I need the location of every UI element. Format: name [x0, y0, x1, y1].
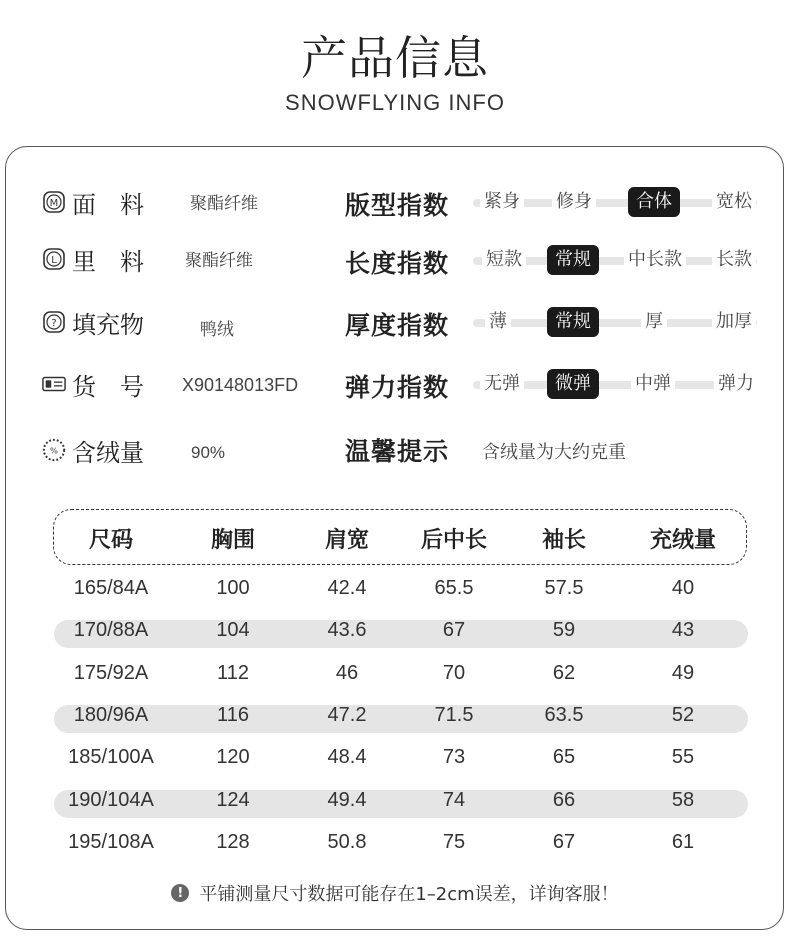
table-cell: 65: [552, 746, 576, 769]
table-cell: 49.4: [327, 788, 367, 811]
table-cell: 58: [671, 788, 695, 811]
table-cell: 43: [671, 619, 695, 642]
measurement-note: [0, 880, 790, 906]
table-cell: 128: [216, 830, 250, 853]
table-cell: 195/108A: [68, 830, 154, 853]
table-cell: 42.4: [327, 577, 367, 599]
page-subtitle: SNOWFLYING INFO: [285, 90, 505, 115]
id-card-icon: [42, 372, 66, 396]
table-cell: 67: [552, 830, 576, 853]
l-circle-icon: [42, 247, 66, 271]
table-cell: 65.5: [434, 577, 474, 599]
column-header: 充绒量: [649, 528, 717, 553]
info-value: 聚酯纤维: [190, 194, 258, 214]
table-cell: 52: [671, 703, 695, 726]
percent-gauge-icon: [42, 438, 66, 462]
index-option: 中弹: [631, 369, 675, 399]
info-label: 填充物: [72, 310, 144, 339]
index-option-selected: 常规: [547, 245, 599, 275]
svg-text:%: %: [50, 445, 58, 456]
table-row-shade: [54, 705, 748, 733]
table-cell: 55: [671, 746, 695, 769]
tip-row: [345, 432, 626, 466]
info-value: 聚酯纤维: [185, 251, 253, 271]
column-header: 胸围: [210, 528, 256, 553]
table-cell: 48.4: [327, 746, 367, 769]
table-cell: 180/96A: [73, 703, 149, 726]
table-cell: 74: [442, 788, 466, 811]
table-cell: 63.5: [544, 703, 584, 726]
info-label: 面 料: [72, 190, 144, 219]
svg-text:M: M: [49, 198, 59, 209]
index-option: 短款: [482, 245, 526, 275]
index-option: 无弹: [480, 369, 524, 399]
info-filling: [42, 305, 234, 340]
info-down-content: [42, 433, 226, 467]
note-text: 平铺测量尺寸数据可能存在1–2cm误差，详询客服！: [199, 884, 619, 905]
info-lining: [42, 242, 253, 276]
table-cell: 100: [216, 577, 250, 599]
table-cell: 124: [216, 788, 250, 811]
column-header: 肩宽: [324, 528, 370, 553]
table-cell: 50.8: [327, 830, 367, 853]
index-option: 修身: [552, 187, 596, 217]
table-cell: 73: [442, 746, 466, 769]
svg-text:?: ?: [51, 318, 57, 329]
table-cell: 46: [335, 661, 359, 684]
table-cell: 120: [216, 746, 250, 769]
tip-value: 含绒量为大约克重: [482, 442, 626, 463]
index-option: 宽松: [712, 187, 756, 217]
table-row-shade: [54, 790, 748, 818]
table-cell: 62: [552, 661, 576, 684]
info-fabric: [42, 185, 258, 219]
question-icon: [42, 310, 66, 334]
column-header: 尺码: [88, 528, 134, 553]
index-name: 长度指数: [345, 249, 450, 278]
info-value: 鸭绒: [200, 320, 234, 340]
table-cell: 165/84A: [73, 577, 149, 599]
table-cell: 67: [442, 619, 466, 642]
table-cell: 40: [671, 577, 695, 599]
index-length: [345, 242, 765, 276]
index-fit: [345, 184, 765, 218]
info-label: 含绒量: [72, 438, 144, 467]
info-value: 90%: [191, 443, 226, 462]
info-item-no: [42, 367, 299, 401]
table-cell: 57.5: [544, 577, 584, 599]
table-cell: 66: [552, 788, 576, 811]
index-option: 薄: [485, 307, 511, 337]
table-header: [53, 509, 747, 565]
index-option-selected: 微弹: [547, 369, 599, 399]
table-cell: 116: [217, 703, 249, 726]
index-name: 厚度指数: [345, 311, 450, 340]
table-cell: 47.2: [327, 703, 367, 726]
column-header: 后中长: [420, 528, 488, 553]
table-cell: 185/100A: [68, 746, 154, 769]
index-thickness: [345, 304, 765, 338]
table-cell: 190/104A: [68, 788, 154, 811]
page-title: 产品信息: [301, 31, 489, 85]
table-cell: 170/88A: [73, 619, 149, 642]
table-cell: 43.6: [327, 619, 367, 642]
index-option-selected: 合体: [628, 187, 680, 217]
table-cell: 104: [216, 619, 250, 642]
index-name: 版型指数: [345, 191, 450, 220]
index-option: 中长款: [624, 245, 686, 275]
info-label: 里 料: [72, 247, 144, 276]
exclamation-icon: !: [171, 884, 189, 902]
svg-text:L: L: [51, 255, 57, 266]
index-option: 厚: [641, 307, 667, 337]
table-cell: 70: [442, 661, 466, 684]
m-circle-icon: [42, 190, 66, 214]
table-cell: 61: [671, 830, 695, 853]
table-cell: 75: [442, 830, 466, 853]
table-cell: 175/92A: [73, 661, 149, 684]
index-option: 长款: [712, 245, 756, 275]
index-name: 弹力指数: [345, 373, 450, 402]
table-cell: 71.5: [434, 703, 474, 726]
index-option: 加厚: [712, 307, 756, 337]
table-row-shade: [54, 620, 748, 648]
index-option: 弹力: [714, 369, 758, 399]
index-option-selected: 常规: [547, 307, 599, 337]
index-option: 紧身: [480, 187, 524, 217]
table-cell: 112: [217, 661, 249, 684]
info-label: 货 号: [72, 372, 144, 401]
info-value: X90148013FD: [182, 375, 299, 395]
table-cell: 59: [552, 619, 576, 642]
index-elasticity: [345, 366, 765, 400]
tip-name: 温馨提示: [345, 437, 450, 466]
column-header: 袖长: [541, 528, 587, 553]
table-cell: 49: [671, 661, 695, 684]
